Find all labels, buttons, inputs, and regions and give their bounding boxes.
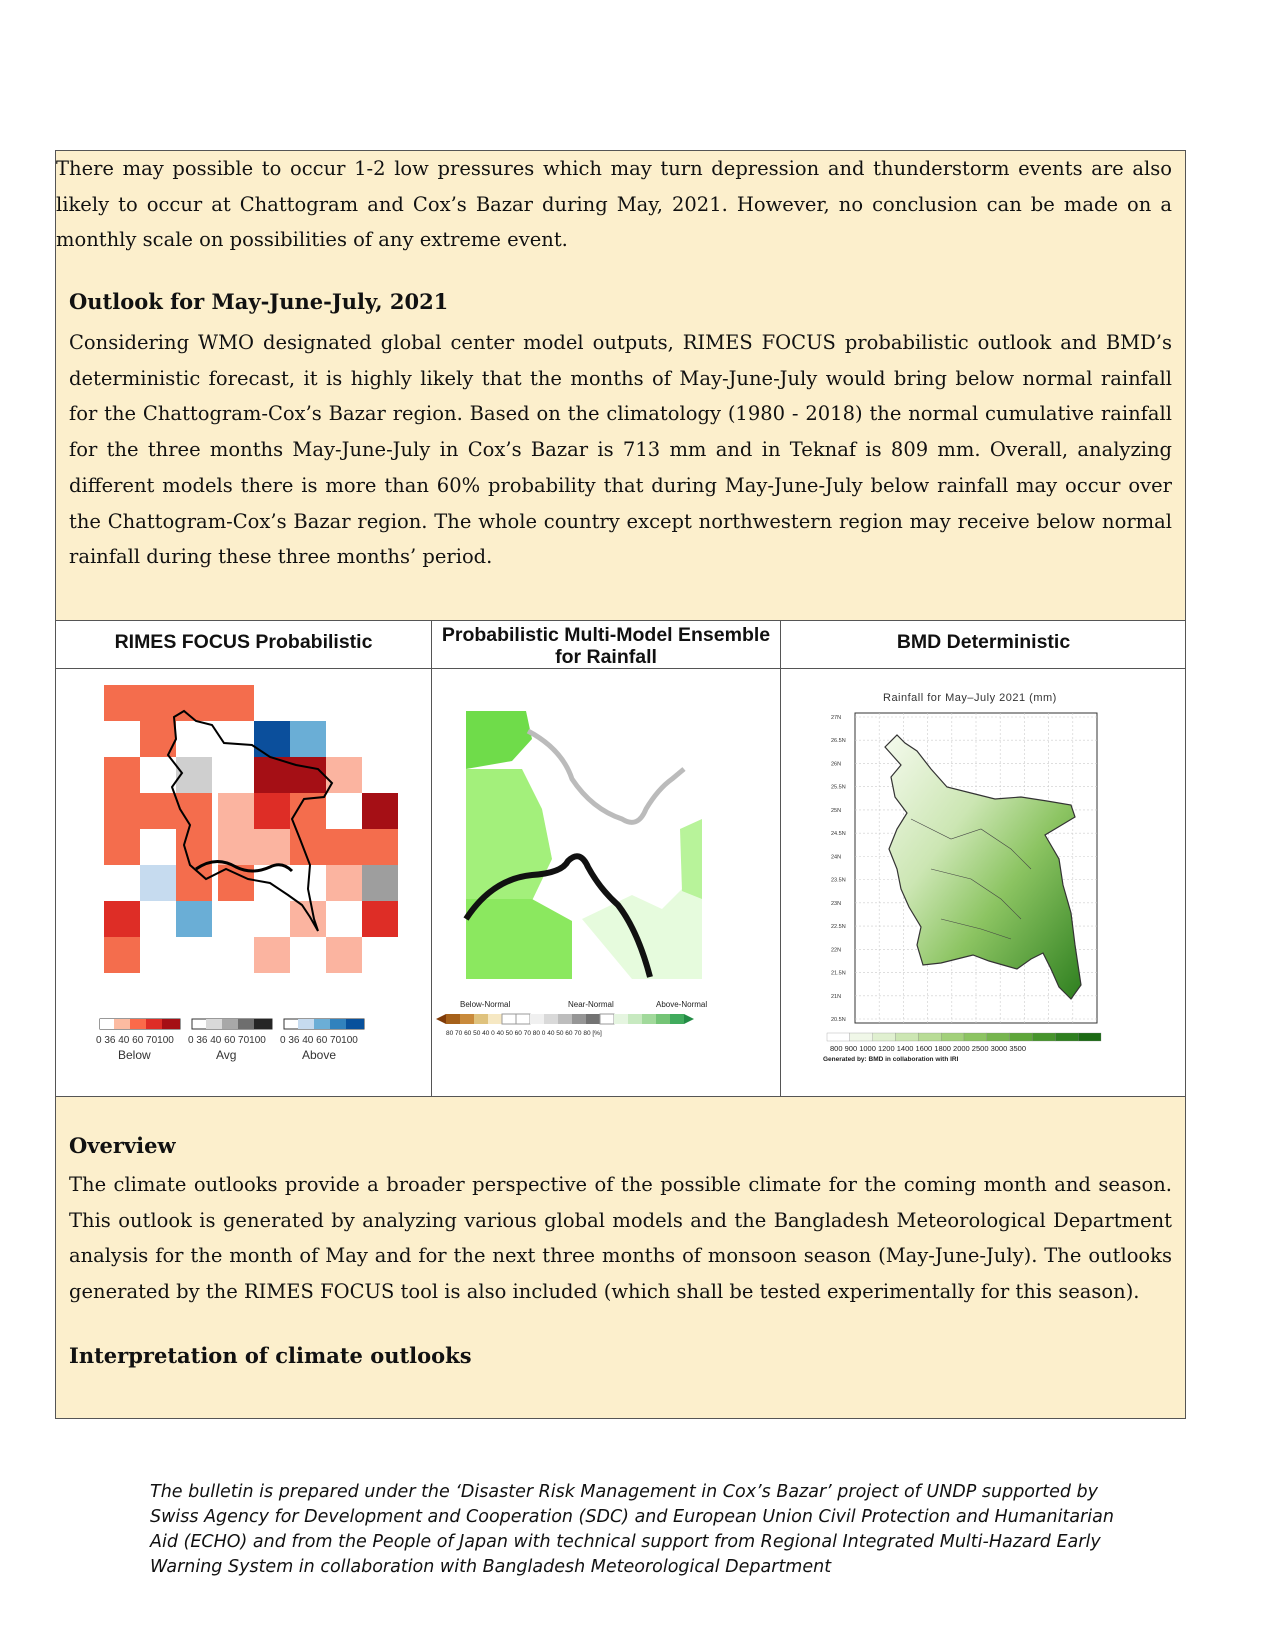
bmd-column: [781, 621, 1186, 1096]
bmd-lat-label: 24.5N: [831, 831, 846, 838]
bmd-lat-label: 21N: [831, 993, 842, 1000]
rimes-legend-ticks-avg: 0 36 40 60 70100: [188, 1035, 266, 1046]
bmd-map-figure: [781, 669, 1186, 1096]
rimes-focus-title: RIMES FOCUS Probabilistic: [56, 621, 431, 669]
bmd-scale-swatch: [1078, 1033, 1101, 1041]
bmd-scale-swatch: [941, 1033, 964, 1041]
mme-legend-below: Below-Normal: [460, 1000, 511, 1009]
bmd-credit: Generated by: BMD in collaboration with IRI: [823, 1056, 959, 1063]
bmd-scale-swatch: [827, 1033, 850, 1041]
bulletin-table: [55, 150, 1186, 1419]
bmd-scale-swatch: [896, 1033, 919, 1041]
rimes-focus-map: [56, 669, 431, 1096]
rimes-legend-ticks-above: 0 36 40 60 70100: [280, 1035, 358, 1046]
bmd-lat-label: 27N: [831, 715, 842, 721]
bmd-title: BMD Deterministic: [781, 621, 1186, 669]
bmd-scale-swatch: [918, 1033, 941, 1041]
rimes-legend-ticks-below: 0 36 40 60 70100: [96, 1035, 174, 1046]
mme-area-east: [680, 819, 702, 899]
footer-note: The bulletin is prepared under the ‘Disaster Risk Management in Cox’s Bazar’ project of UNDP supported by Swiss Agency for Development and Cooperation (SDC) and European Union Civil Protection and Humanitarian Aid (ECHO) and from the People of Japan with technical support from Regional Integrated Multi-Hazard Early Warning System in collaboration with Bangladesh Meteorological Department: [150, 1482, 1114, 1577]
bmd-lat-labels: [831, 715, 846, 1023]
outlook-section: [56, 151, 1185, 621]
mme-legend-near: Near-Normal: [568, 1000, 614, 1009]
bmd-lat-label: 23.5N: [831, 877, 846, 884]
mme-legend: [436, 1000, 707, 1037]
rimes-legend-below-label: Below: [118, 1048, 151, 1062]
bmd-scale-labels: 800 900 1000 1200 1400 1600 1800 2000 2500 3000 3500: [830, 1044, 1027, 1053]
rimes-probability-grid: [104, 685, 398, 973]
mme-column: [432, 621, 781, 1096]
rimes-legend-avg-label: Avg: [216, 1048, 237, 1062]
mme-map: [432, 669, 780, 1096]
mme-title: Probabilistic Multi-Model Ensemble for Rainfall: [432, 621, 780, 669]
bmd-scale-swatch: [1033, 1033, 1056, 1041]
bmd-chart-title: Rainfall for May–July 2021 (mm): [883, 692, 1057, 704]
bmd-lat-label: 25N: [831, 807, 842, 814]
bmd-scale-swatch: [1055, 1033, 1078, 1041]
mme-legend-ticks: 80 70 60 50 40 0 40 50 60 70 80 0 40 50 60 70 80 [%]: [446, 1030, 602, 1037]
bmd-lat-label: 22.5N: [831, 924, 846, 931]
bmd-scale-swatch: [964, 1033, 987, 1041]
overview-paragraph: The climate outlooks provide a broader perspective of the possible climate for the coming month and season. This outlook is generated by analyzing various global models and the Bangladesh Meteorological Department analysis for the month of May and for the next three months of monsoon season (May-June-July). The outlooks generated by the RIMES FOCUS tool is also included (which shall be tested experimentally for this season).: [69, 1173, 1172, 1304]
forecast-maps-row: [56, 621, 1185, 1096]
overview-heading: Overview: [69, 1133, 176, 1158]
mme-legend-above: Above-Normal: [656, 1000, 708, 1009]
bmd-lat-label: 25.5N: [831, 784, 846, 791]
bmd-scale-swatch: [987, 1033, 1010, 1041]
mme-map-figure: [432, 669, 781, 1096]
rimes-focus-column: [56, 621, 432, 1096]
bmd-lat-label: 20.5N: [831, 1017, 846, 1023]
bmd-lat-label: 22N: [831, 947, 842, 954]
rimes-legend-above-label: Above: [302, 1048, 337, 1062]
bmd-lat-label: 23N: [831, 900, 842, 907]
bmd-scale-swatch: [1010, 1033, 1033, 1041]
bmd-color-scale: [827, 1033, 1101, 1041]
bmd-scale-swatch: [850, 1033, 873, 1041]
bmd-scale-swatch: [873, 1033, 896, 1041]
bmd-lat-label: 26N: [831, 761, 842, 768]
bmd-lat-label: 24N: [831, 854, 842, 861]
interpretation-heading: Interpretation of climate outlooks: [69, 1343, 472, 1368]
rimes-legend: [96, 1019, 364, 1062]
bmd-map: [781, 669, 1186, 1096]
rimes-map-figure: [56, 669, 432, 1096]
bmd-lat-label: 21.5N: [831, 970, 846, 977]
outlook-paragraph: Considering WMO designated global center model outputs, RIMES FOCUS probabilistic outlook and BMD’s deterministic forecast, it is highly likely that the months of May-June-July would bring below normal rainfall for the Chattogram-Cox’s Bazar region. Based on the climatology (1980 - 2018) the normal cumulative rainfall for the three months May-June-July in Cox’s Bazar is 713 mm and in Teknaf is 809 mm. Overall, analyzing different models there is more than 60% probability that during May-June-July below rainfall may occur over the Chattogram-Cox’s Bazar region. The whole country except northwestern region may receive below normal rainfall during these three months’ period.: [69, 331, 1172, 569]
outlook-heading: Outlook for May-June-July, 2021: [69, 289, 449, 314]
bmd-lat-label: 26.5N: [831, 738, 846, 745]
overview-section: [56, 1096, 1185, 1418]
intro-paragraph: There may possible to occur 1-2 low pressures which may turn depression and thunderstorm events are also likely to occur at Chattogram and Cox’s Bazar during May, 2021. However, no conclusion can be made on a monthly scale on possibilities of any extreme event.: [56, 157, 1172, 252]
